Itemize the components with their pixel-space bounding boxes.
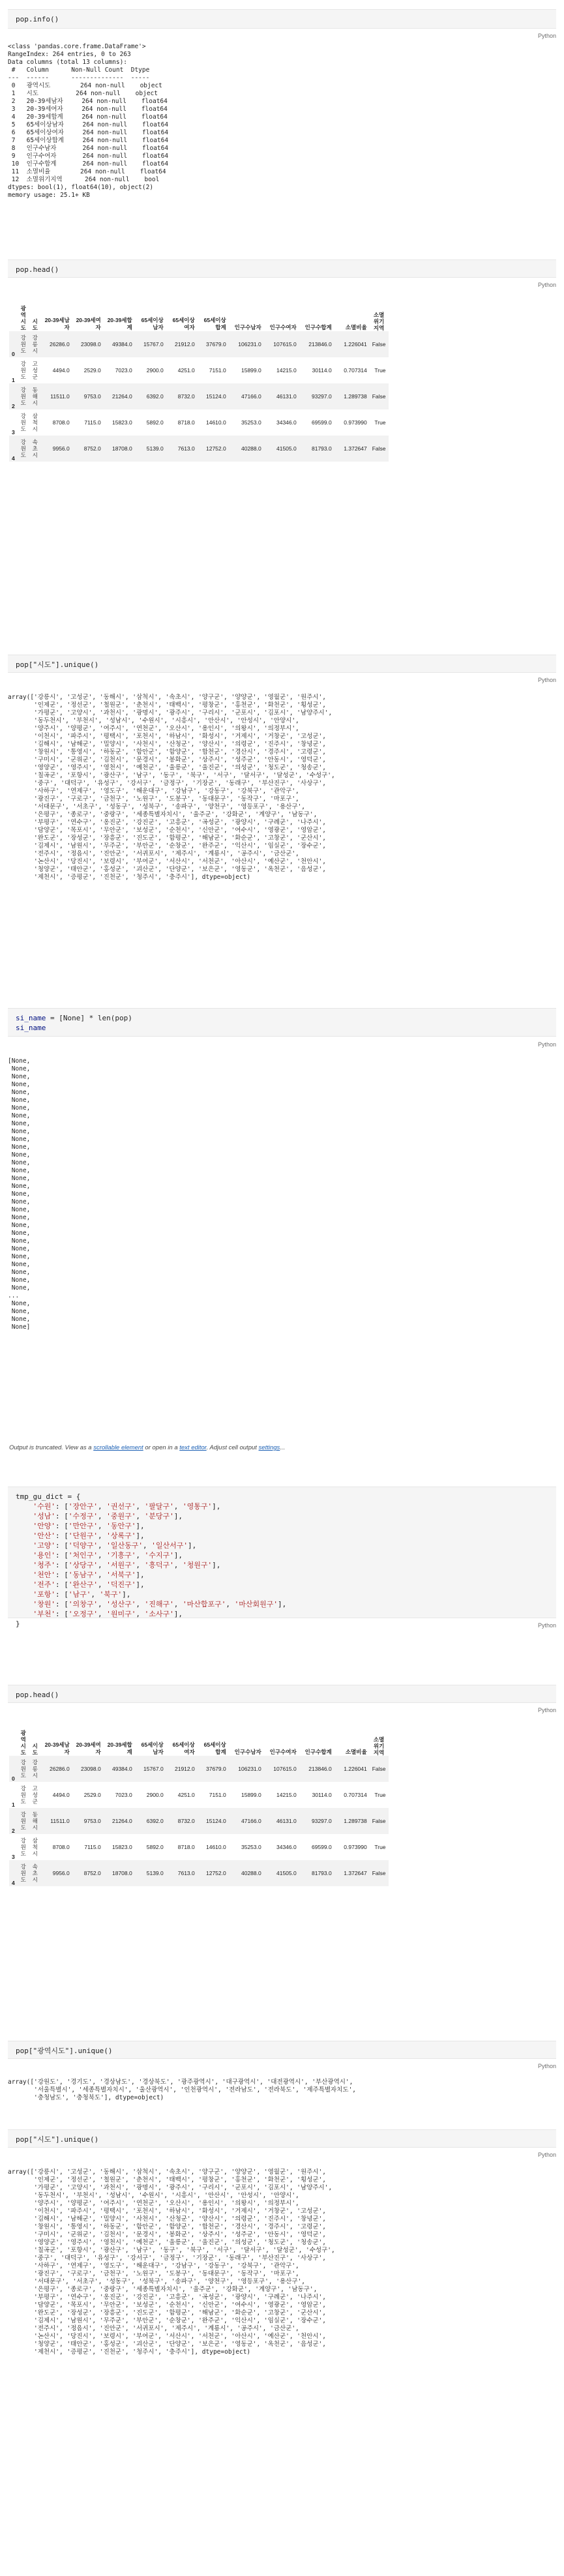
table-cell: 21912.0 (175, 341, 195, 348)
table-cell: 15823.0 (112, 419, 132, 426)
column-header: 65세이상남자 (141, 317, 164, 331)
row-index: 2 (12, 1828, 15, 1834)
string-literal: '안양' (33, 1522, 55, 1530)
string-literal: '동안구' (106, 1522, 136, 1530)
table-cell: 2900.0 (146, 1792, 164, 1798)
table-cell: 강원도 (20, 1863, 26, 1883)
table-cell: True (374, 1844, 386, 1850)
table-cell: 8732.0 (177, 1818, 195, 1824)
table-cell: 30114.0 (312, 367, 332, 374)
table-cell: 23098.0 (81, 341, 101, 348)
table-cell: 0.707314 (344, 367, 367, 374)
table-cell: 15899.0 (241, 367, 261, 374)
table-cell: 37679.0 (206, 341, 226, 348)
string-literal: '전주' (33, 1580, 55, 1589)
table-cell: 9753.0 (83, 393, 101, 400)
info-output: <class 'pandas.core.frame.DataFrame'> RangeIndex: 264 entries, 0 to 263 Data columns (total 13 columns): # Column Non-Null Count Dtype --- ------ -------------- ----- 0 광역시도 264 non-null object 1 시도 264 non-null object 2 20-39세남자 264 non-null float64 3 20-39세여자 264 non-null float64 4 20-39세합계 264 non-null float64 5 65세이상남자 264 non-null float64 6 65세이상여자 264 non-null float64 7 65세이상합계 264 non-null float64 8 인구수남자 264 non-null float64 9 인구수여자 264 non-null float64 10 인구수합계 264 non-null float64 11 소멸비율 264 non-null float64 12 소멸위기지역 264 non-null bool dtypes: bool(1), float64(10), object(2) memory usage: 25.1+ KB (8, 43, 169, 199)
code-text: pop.head() (16, 265, 59, 274)
column-header: 20-39세합계 (107, 1741, 132, 1755)
table-cell: 8732.0 (177, 393, 195, 400)
string-literal: '권선구' (106, 1502, 136, 1511)
string-literal: '성남' (33, 1512, 55, 1520)
column-header: 65세이상합계 (203, 1741, 226, 1755)
language-label[interactable]: Python (537, 677, 556, 683)
table-row (9, 331, 389, 357)
string-literal: '상록구' (106, 1532, 136, 1540)
trunc-text: or open in a (143, 1444, 180, 1451)
string-literal: '북구' (99, 1590, 123, 1599)
code-text: pop["시도"].unique() (16, 660, 99, 669)
code-text: tmp_gu_dict = { '수원': ['장안구', '권선구', '팔달구', '영통구'], '성남': ['수정구', '중원구', '분당구'], '안양': ['만안구', '동안구'], '안산': ['단원구', '상록구'], '고양': ['덕양구', '일산동구', '일산서구'], '용인': ['처인구', '기흥구', '수지구'], '청주': ['상당구', '서원구', '흥덕구', '청원구'], '천안': ['동남구', '서북구'], '전주': ['완산구', '덕진구'], '포항': ['남구', '북구'], '창원': ['의창구', '성산구', '진해구', '마산합포구', '마산회원구'], '부천': ['오정구', '원미구', '소사구'], } (16, 1492, 287, 1628)
table-cell: 8718.0 (177, 419, 195, 426)
dataframe-table-2 (9, 1717, 389, 1886)
table-cell: 15767.0 (143, 341, 164, 348)
code-cell-head[interactable] (8, 259, 556, 278)
table-cell: 34346.0 (276, 1844, 297, 1850)
table-cell: 21912.0 (175, 1766, 195, 1772)
string-literal: '오정구' (68, 1610, 98, 1618)
table-cell: 삼척시 (32, 413, 38, 432)
table-cell: 7151.0 (209, 1792, 226, 1798)
row-index: 3 (12, 429, 15, 436)
string-literal: '처인구' (68, 1551, 98, 1560)
table-cell: False (372, 341, 386, 348)
table-cell: 14610.0 (206, 1844, 226, 1850)
table-cell: 강릉시 (32, 1759, 38, 1779)
column-header: 광역시도 (20, 1730, 26, 1756)
string-literal: '일산동구' (106, 1541, 143, 1550)
table-cell: 14610.0 (206, 419, 226, 426)
row-index: 0 (12, 351, 15, 357)
table-cell: False (372, 1870, 386, 1876)
table-cell: 4494.0 (52, 1792, 70, 1798)
table-cell: 106231.0 (238, 341, 261, 348)
table-cell: 9753.0 (83, 1818, 101, 1824)
scrollable-element-link[interactable]: scrollable element (93, 1444, 143, 1451)
column-header: 소멸비율 (345, 324, 367, 331)
table-cell: False (372, 1818, 386, 1824)
string-literal: '기흥구' (106, 1551, 136, 1560)
table-cell: 8718.0 (177, 1844, 195, 1850)
string-literal: '진해구' (144, 1600, 174, 1608)
table-row (9, 357, 389, 383)
string-literal: '덕양구' (68, 1541, 98, 1550)
table-cell: 213846.0 (308, 1766, 332, 1772)
text-editor-link[interactable]: text editor (179, 1444, 207, 1451)
dataframe-table (9, 292, 389, 462)
table-cell: 2529.0 (83, 1792, 101, 1798)
column-header: 시도 (32, 318, 38, 331)
string-literal: '창원' (33, 1600, 55, 1608)
table-row (9, 1782, 389, 1808)
table-cell: 40288.0 (241, 445, 261, 452)
table-row (9, 1834, 389, 1860)
string-literal: '상당구' (68, 1561, 98, 1569)
string-literal: '중원구' (106, 1512, 136, 1520)
unique-gwangyeok-output: array(['강원도', '경기도', '경상남도', '경상북도', '광주광역시', '대구광역시', '대전광역시', '부산광역시', '서울특별시', '세종특별자치시', '울산광역시', '인천광역시', '전라남도', '전라북도', '제주특별자치도', '충청남도', '충청북도'], dtype=object) (8, 2079, 357, 2101)
table-row (9, 1756, 389, 1782)
table-cell: 35253.0 (241, 419, 261, 426)
table-cell: 47166.0 (241, 1818, 261, 1824)
column-header: 20-39세남자 (44, 1741, 70, 1755)
code-text: = [None] * len(pop) (46, 1014, 132, 1022)
index-header (9, 1717, 18, 1756)
string-literal: '청원구' (183, 1561, 213, 1569)
table-cell: 8708.0 (52, 419, 70, 426)
table-cell: 23098.0 (81, 1766, 101, 1772)
table-cell: 고성군 (32, 1785, 38, 1805)
table-cell: 21264.0 (112, 393, 132, 400)
table-cell: 34346.0 (276, 419, 297, 426)
table-cell: 강원도 (20, 1785, 26, 1805)
column-header: 소멸위기지역 (373, 312, 385, 331)
table-cell: False (372, 445, 386, 452)
table-cell: 8708.0 (52, 1844, 70, 1850)
unique-sido-output: array(['강릉시', '고성군', '동해시', '삼척시', '속초시', '양구군', '양양군', '영월군', '원주시', '인제군', '정선군', '철원군', '춘천시', '태백시', '평창군', '홍천군', '화천군', '횡성군', '가평군', '고양시', '과천시', '광명시', '광주시', '구리시', '군포시', '김포시', '남양주시', '동두천시', '부천시', '성남시', '수원시', '시흥시', '안산시', '안성시', '안양시', '양주시', '양평군', '여주시', '연천군', '오산시', '용인시', '의왕시', '의정부시', '이천시', '파주시', '평택시', '포천시', '하남시', '화성시', '거제시', '거창군', '고성군', '김해시', '남해군', '밀양시', '사천시', '산청군', '양산시', '의령군', '진주시', '창녕군', '창원시', '통영시', '하동군', '함안군', '함양군', '합천군', '경산시', '경주시', '고령군', '구미시', '군위군', '김천시', '문경시', '봉화군', '상주시', '성주군', '안동시', '영덕군', '영양군', '영주시', '영천시', '예천군', '울릉군', '울진군', '의성군', '청도군', '청송군', '칠곡군', '포항시', '광산구', '남구', '동구', '북구', '서구', '달서구', '달성군', '수성구', '중구', '대덕구', '유성구', '강서구', '금정구', '기장군', '동래구', '부산진구', '사상구', '사하구', '연제구', '영도구', '해운대구', '강남구', '강동구', '강북구', '관악구', '광진구', '구로구', '금천구', '노원구', '도봉구', '동대문구', '동작구', '마포구', '서대문구', '서초구', '성동구', '성북구', '송파구', '양천구', '영등포구', '용산구', '은평구', '종로구', '중랑구', '세종특별자치시', '울주군', '강화군', '계양구', '남동구', '부평구', '연수구', '옹진군', '강진군', '고흥군', '곡성군', '광양시', '구례군', '나주시', '담양군', '목포시', '무안군', '보성군', '순천시', '신안군', '여수시', '영광군', '영암군', '완도군', '장성군', '장흥군', '진도군', '함평군', '해남군', '화순군', '고창군', '군산시', '김제시', '남원시', '무주군', '부안군', '순창군', '완주군', '익산시', '임실군', '장수군', '전주시', '정읍시', '진안군', '서귀포시', '제주시', '계룡시', '공주시', '금산군', '논산시', '당진시', '보령시', '부여군', '서산시', '서천군', '아산시', '예산군', '천안시', '청양군', '태안군', '홍성군', '괴산군', '단양군', '보은군', '영동군', '옥천군', '음성군', '제천시', '증평군', '진천군', '청주시', '충주시'], dtype=object) (8, 694, 335, 881)
table-cell: 7151.0 (209, 367, 226, 374)
trunc-text: ... (280, 1444, 286, 1451)
table-cell: 26286.0 (50, 341, 70, 348)
column-header: 인구수여자 (269, 324, 297, 331)
truncation-notice (9, 1444, 285, 1451)
code-text: pop["광역시도"].unique() (16, 2047, 113, 2055)
trunc-text: . Adjust cell output (206, 1444, 259, 1451)
string-literal: '덕진구' (106, 1580, 136, 1589)
column-header: 인구수합계 (304, 1749, 332, 1755)
string-literal: '마산합포구' (183, 1600, 226, 1608)
table-cell: True (374, 367, 386, 374)
string-literal: '포항' (33, 1590, 55, 1599)
table-cell: 18708.0 (112, 445, 132, 452)
table-cell: 106231.0 (238, 1766, 261, 1772)
table-cell: 15124.0 (206, 393, 226, 400)
table-row (9, 409, 389, 436)
column-header: 시도 (32, 1743, 38, 1756)
table-cell: False (372, 1766, 386, 1772)
table-cell: 49384.0 (112, 1766, 132, 1772)
string-literal: '수지구' (144, 1551, 174, 1560)
table-cell: 15767.0 (143, 1766, 164, 1772)
string-literal: '팔달구' (144, 1502, 174, 1511)
table-cell: 동해시 (32, 387, 38, 406)
language-label[interactable]: Python (537, 1622, 556, 1629)
table-cell: 15124.0 (206, 1818, 226, 1824)
column-header: 20-39세합계 (107, 317, 132, 331)
table-cell: 7023.0 (115, 367, 132, 374)
string-literal: '동남구' (68, 1571, 98, 1579)
table-cell: 4251.0 (177, 1792, 195, 1798)
column-header: 20-39세남자 (44, 317, 70, 331)
table-cell: 47166.0 (241, 393, 261, 400)
table-cell: 6392.0 (146, 1818, 164, 1824)
language-label[interactable]: Python (537, 2063, 556, 2069)
column-header: 인구수남자 (234, 324, 261, 331)
trunc-text: Output is truncated. View as a (9, 1444, 94, 1451)
table-cell: 14215.0 (276, 1792, 297, 1798)
code-cell-head-2[interactable] (8, 1685, 556, 1703)
string-literal: '흥덕구' (144, 1561, 174, 1569)
string-literal: '원미구' (106, 1610, 136, 1618)
table-cell: 강원도 (20, 413, 26, 432)
string-literal: '의창구' (68, 1600, 98, 1608)
string-literal: '수원' (33, 1502, 55, 1511)
table-cell: 107615.0 (273, 341, 297, 348)
unique-sido-output-2: array(['강릉시', '고성군', '동해시', '삼척시', '속초시', '양구군', '양양군', '영월군', '원주시', '인제군', '정선군', '철원군', '춘천시', '태백시', '평창군', '홍천군', '화천군', '횡성군', '가평군', '고양시', '과천시', '광명시', '광주시', '구리시', '군포시', '김포시', '남양주시', '동두천시', '부천시', '성남시', '수원시', '시흥시', '안산시', '안성시', '안양시', '양주시', '양평군', '여주시', '연천군', '오산시', '용인시', '의왕시', '의정부시', '이천시', '파주시', '평택시', '포천시', '하남시', '화성시', '거제시', '거창군', '고성군', '김해시', '남해군', '밀양시', '사천시', '산청군', '양산시', '의령군', '진주시', '창녕군', '창원시', '통영시', '하동군', '함안군', '함양군', '합천군', '경산시', '경주시', '고령군', '구미시', '군위군', '김천시', '문경시', '봉화군', '상주시', '성주군', '안동시', '영덕군', '영양군', '영주시', '영천시', '예천군', '울릉군', '울진군', '의성군', '청도군', '청송군', '칠곡군', '포항시', '광산구', '남구', '동구', '북구', '서구', '달서구', '달성군', '수성구', '중구', '대덕구', '유성구', '강서구', '금정구', '기장군', '동래구', '부산진구', '사상구', '사하구', '연제구', '영도구', '해운대구', '강남구', '강동구', '강북구', '관악구', '광진구', '구로구', '금천구', '노원구', '도봉구', '동대문구', '동작구', '마포구', '서대문구', '서초구', '성동구', '성북구', '송파구', '양천구', '영등포구', '용산구', '은평구', '종로구', '중랑구', '세종특별자치시', '울주군', '강화군', '계양구', '남동구', '부평구', '연수구', '옹진군', '강진군', '고흥군', '곡성군', '광양시', '구례군', '나주시', '담양군', '목포시', '무안군', '보성군', '순천시', '신안군', '여수시', '영광군', '영암군', '완도군', '장성군', '장흥군', '진도군', '함평군', '해남군', '화순군', '고창군', '군산시', '김제시', '남원시', '무주군', '부안군', '순창군', '완주군', '익산시', '임실군', '장수군', '전주시', '정읍시', '진안군', '서귀포시', '제주시', '계룡시', '공주시', '금산군', '논산시', '당진시', '보령시', '부여군', '서산시', '서천군', '아산시', '예산군', '천안시', '청양군', '태안군', '홍성군', '괴산군', '단양군', '보은군', '영동군', '옥천군', '음성군', '제천시', '증평군', '진천군', '청주시', '충주시'], dtype=object) (8, 2169, 335, 2356)
column-header: 인구수여자 (269, 1749, 297, 1755)
string-literal: '장안구' (68, 1502, 98, 1511)
code-text: pop.info() (16, 15, 59, 23)
table-cell: 9956.0 (52, 1870, 70, 1876)
table-cell: 강릉시 (32, 334, 38, 354)
row-index: 2 (12, 403, 15, 409)
table-cell: 69599.0 (312, 419, 332, 426)
table-cell: 8752.0 (83, 445, 101, 452)
column-header: 광역시도 (20, 305, 26, 331)
string-literal: '영통구' (183, 1502, 213, 1511)
row-index: 4 (12, 455, 15, 462)
table-cell: 46131.0 (276, 1818, 297, 1824)
table-cell: 속초시 (32, 1863, 38, 1883)
table-cell: 8752.0 (83, 1870, 101, 1876)
code-cell-unique-sido-2[interactable] (8, 2129, 556, 2148)
string-literal: '만안구' (68, 1522, 98, 1530)
table-cell: 0.707314 (344, 1792, 367, 1798)
code-text: pop.head() (16, 1691, 59, 1699)
language-label[interactable]: Python (537, 1707, 556, 1713)
table-cell: 0.973990 (344, 1844, 367, 1850)
code-text: pop["시도"].unique() (16, 2135, 99, 2144)
string-literal: '수정구' (68, 1512, 98, 1520)
table-cell: 1.226041 (344, 1766, 367, 1772)
code-cell-unique-gwangyeok[interactable] (8, 2041, 556, 2059)
table-row (9, 436, 389, 462)
table-cell: 37679.0 (206, 1766, 226, 1772)
table-cell: 고성군 (32, 361, 38, 380)
table-cell: 15823.0 (112, 1844, 132, 1850)
language-label[interactable]: Python (537, 2152, 556, 2158)
string-literal: '청주' (33, 1561, 55, 1569)
string-literal: '단원구' (68, 1532, 98, 1540)
table-cell: 69599.0 (312, 1844, 332, 1850)
row-index: 4 (12, 1880, 15, 1886)
column-header: 소멸비율 (345, 1749, 367, 1755)
language-label[interactable]: Python (537, 282, 556, 288)
table-cell: 강원도 (20, 387, 26, 406)
table-cell: 속초시 (32, 439, 38, 458)
table-cell: True (374, 419, 386, 426)
table-cell: 12752.0 (206, 445, 226, 452)
table-cell: 41505.0 (276, 445, 297, 452)
string-literal: '안산' (33, 1532, 55, 1540)
column-header: 인구수합계 (304, 324, 332, 331)
settings-link[interactable]: settings (258, 1444, 280, 1451)
table-cell: 7613.0 (177, 1870, 195, 1876)
table-cell: 강원도 (20, 1759, 26, 1779)
table-cell: 5892.0 (146, 419, 164, 426)
string-literal: '소사구' (144, 1610, 174, 1618)
column-header: 65세이상합계 (203, 317, 226, 331)
table-cell: 4251.0 (177, 367, 195, 374)
table-cell: 21264.0 (112, 1818, 132, 1824)
table-cell: 1.289738 (344, 1818, 367, 1824)
string-literal: '마산회원구' (234, 1600, 278, 1608)
string-literal: '분당구' (144, 1512, 174, 1520)
table-cell: 107615.0 (273, 1766, 297, 1772)
code-cell-si-name[interactable] (8, 1008, 556, 1037)
table-cell: 2529.0 (83, 367, 101, 374)
column-header: 20-39세여자 (76, 1741, 101, 1755)
table-cell: 강원도 (20, 439, 26, 458)
column-header: 65세이상여자 (172, 1741, 195, 1755)
string-literal: '완산구' (68, 1580, 98, 1589)
index-header (9, 292, 18, 331)
table-cell: 강원도 (20, 334, 26, 354)
table-cell: 14215.0 (276, 367, 297, 374)
code-cell-unique-sido[interactable] (8, 655, 556, 673)
column-header: 20-39세여자 (76, 317, 101, 331)
table-cell: 1.372647 (344, 445, 367, 452)
table-cell: 5892.0 (146, 1844, 164, 1850)
table-cell: 7613.0 (177, 445, 195, 452)
table-cell: 81793.0 (312, 445, 332, 452)
table-cell: True (374, 1792, 386, 1798)
table-cell: 15899.0 (241, 1792, 261, 1798)
table-cell: 강원도 (20, 1811, 26, 1831)
string-literal: '남구' (68, 1590, 91, 1599)
language-label[interactable]: Python (537, 1041, 556, 1048)
table-cell: 41505.0 (276, 1870, 297, 1876)
row-index: 0 (12, 1775, 15, 1782)
table-cell: 2900.0 (146, 367, 164, 374)
code-var: si_name (16, 1024, 46, 1032)
table-cell: 0.973990 (344, 419, 367, 426)
column-header: 소멸위기지역 (373, 1736, 385, 1756)
row-index: 1 (12, 1801, 15, 1808)
string-literal: '일산서구' (151, 1541, 188, 1550)
table-cell: 7115.0 (84, 419, 101, 426)
table-cell: 강원도 (20, 361, 26, 380)
table-cell: 12752.0 (206, 1870, 226, 1876)
table-cell: False (372, 393, 386, 400)
table-cell: 삼척시 (32, 1837, 38, 1857)
table-cell: 81793.0 (312, 1870, 332, 1876)
string-literal: '천안' (33, 1571, 55, 1579)
table-row (9, 1808, 389, 1834)
column-header: 인구수남자 (234, 1749, 261, 1755)
table-cell: 213846.0 (308, 341, 332, 348)
table-cell: 1.372647 (344, 1870, 367, 1876)
table-cell: 11511.0 (50, 1818, 70, 1824)
table-cell: 30114.0 (312, 1792, 332, 1798)
table-cell: 35253.0 (241, 1844, 261, 1850)
row-index: 1 (12, 377, 15, 383)
string-literal: '고양' (33, 1541, 55, 1550)
table-cell: 7115.0 (84, 1844, 101, 1850)
string-literal: '서원구' (106, 1561, 136, 1569)
table-cell: 18708.0 (112, 1870, 132, 1876)
table-cell: 5139.0 (146, 1870, 164, 1876)
table-cell: 4494.0 (52, 367, 70, 374)
table-cell: 6392.0 (146, 393, 164, 400)
table-cell: 26286.0 (50, 1766, 70, 1772)
string-literal: '부천' (33, 1610, 55, 1618)
table-cell: 46131.0 (276, 393, 297, 400)
column-header: 65세이상여자 (172, 317, 195, 331)
code-var: si_name (16, 1014, 46, 1022)
string-literal: '서북구' (106, 1571, 136, 1579)
code-cell-info[interactable] (8, 9, 556, 29)
column-header: 65세이상남자 (141, 1741, 164, 1755)
row-index: 3 (12, 1854, 15, 1860)
table-cell: 40288.0 (241, 1870, 261, 1876)
table-cell: 11511.0 (50, 393, 70, 400)
string-literal: '용인' (33, 1551, 55, 1560)
si-name-output: [None, None, None, None, None, None, None, None, None, None, None, None, None, None, None, None, None, None, None, None, None, None, None, None, None, None, None, None, None, None, ... None, None, None, None] (8, 1058, 31, 1331)
table-cell: 5139.0 (146, 445, 164, 452)
table-row (9, 383, 389, 409)
table-cell: 1.289738 (344, 393, 367, 400)
table-row (9, 1860, 389, 1886)
table-cell: 동해시 (32, 1811, 38, 1831)
table-cell: 9956.0 (52, 445, 70, 452)
table-cell: 49384.0 (112, 341, 132, 348)
table-cell: 7023.0 (115, 1792, 132, 1798)
table-cell: 93297.0 (312, 393, 332, 400)
table-cell: 강원도 (20, 1837, 26, 1857)
language-label[interactable]: Python (537, 33, 556, 39)
string-literal: '성산구' (106, 1600, 136, 1608)
table-cell: 93297.0 (312, 1818, 332, 1824)
table-cell: 1.226041 (344, 341, 367, 348)
